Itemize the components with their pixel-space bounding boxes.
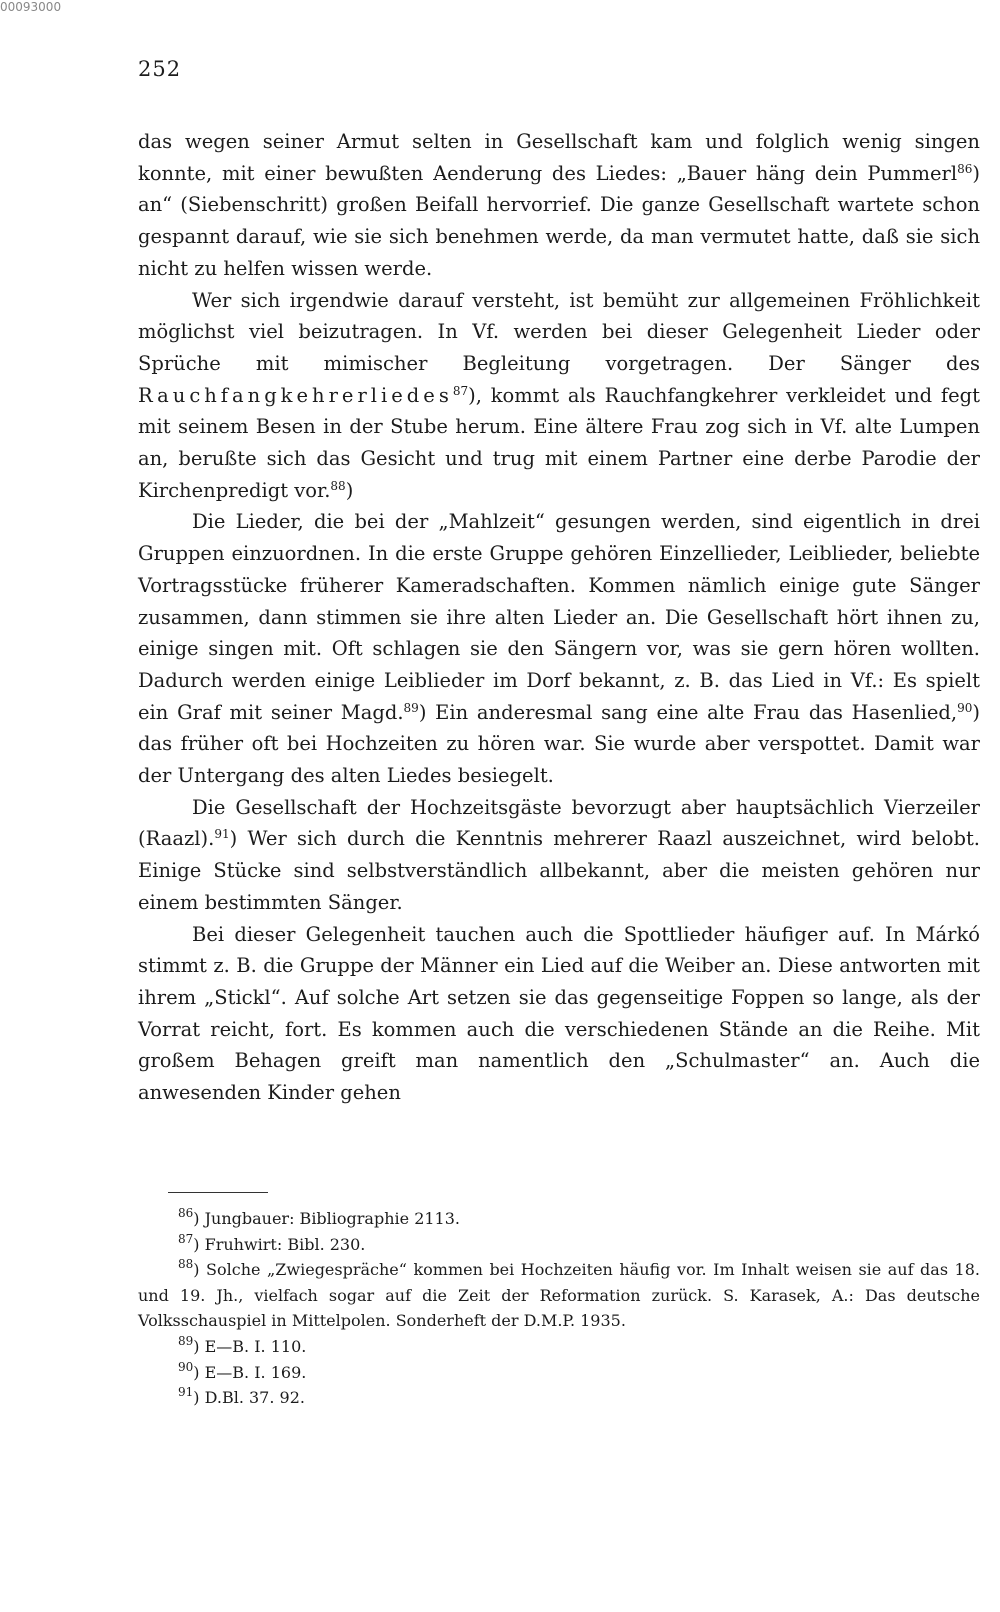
footnote-ref: 87 (452, 383, 469, 398)
footnote-text: ) Fruhwirt: Bibl. 230. (193, 1234, 366, 1254)
text-run: Wer sich irgendwie darauf versteht, ist bemüht zur allgemeinen Fröhlichkeit möglichst viel beizutragen. In Vf. werden bei dieser Gelegenheit Lieder oder Sprüche mit mimischer Begleitung vorgetragen. Der Sänger des (138, 288, 980, 375)
text-run: ) (345, 478, 354, 502)
paragraph (138, 506, 980, 791)
footnote-ref: 88 (330, 478, 346, 493)
footnote (138, 1334, 980, 1360)
footnote (138, 1360, 980, 1386)
footnote-number: 90 (178, 1359, 194, 1374)
body-text (138, 126, 980, 1109)
footnote-number: 87 (178, 1231, 194, 1246)
footnote-text: ) E—B. I. 169. (193, 1362, 307, 1382)
text-run: Bei dieser Gelegenheit tauchen auch die Spottlieder häufiger auf. In Márkó stimmt z. B. die Gruppe der Männer ein Lied auf die Weiber an. Diese antworten mit ihrem „Stickl“. Auf solche Art setzen sie das gegenseitige Foppen so lange, als der Vorrat reicht, fort. Es kommen auch die verschiedenen Stände an die Reihe. Mit großem Behagen greift man namentlich den „Schulmaster“ an. Auch die anwesenden Kinder gehen (138, 922, 980, 1105)
paragraph-continued (138, 126, 980, 285)
footnote-text: ) Jungbauer: Bibliographie 2113. (193, 1209, 460, 1228)
footnote (138, 1257, 980, 1334)
footnote-ref: 89 (403, 700, 419, 715)
paragraph (138, 919, 980, 1109)
emphasized-song-title: Rauchfangkehrerliedes (138, 383, 453, 407)
footnote (138, 1385, 980, 1411)
text-run: ) Wer sich durch die Kenntnis mehrerer Raazl auszeichnet, wird belobt. Einige Stücke sind selbstverständlich allbekannt, aber die meisten gehören nur einem bestimmten Sänger. (138, 827, 980, 914)
footnote-number: 88 (178, 1257, 194, 1272)
text-run: ) an“ (Siebenschritt) großen Beifall hervorrief. Die ganze Gesellschaft wartete schon gespannt darauf, wie sie sich benehmen werde, da man vermutet hatte, daß sie sich nicht zu helfen wissen werde. (138, 161, 980, 280)
footnote-ref: 90 (957, 700, 973, 715)
text-run: ), kommt als Rauchfangkehrer verkleidet und fegt mit seinem Besen in der Stube herum. Eine ältere Frau zog sich in Vf. alte Lumpen an, berußte sich das Gesicht und trug mit einem Partner eine derbe Parodie der Kirchenpredigt vor. (138, 383, 980, 502)
footnote-text: ) D.Bl. 37. 92. (193, 1388, 305, 1408)
footnote-separator (168, 1192, 268, 1193)
footnote-text: ) E—B. I. 110. (193, 1336, 307, 1356)
page-number: 252 (138, 57, 182, 81)
text-run: Die Gesellschaft der Hochzeitsgäste bevorzugt aber hauptsächlich Vierzeiler (Raazl). (138, 795, 980, 851)
footnote-number: 86 (178, 1206, 194, 1220)
text-run: ) Ein anderesmal sang eine alte Frau das Hasenlied, (418, 700, 958, 724)
paragraph (138, 285, 980, 507)
scan-id-mark: 00093000 (0, 0, 62, 14)
text-run: das wegen seiner Armut selten in Gesellschaft kam und folglich wenig singen konnte, mit einer bewußten Aenderung des Liedes: „Bauer häng dein Pummerl (138, 130, 980, 185)
footnotes (138, 1206, 980, 1411)
text-run: ) das früher oft bei Hochzeiten zu hören war. Sie wurde aber verspottet. Damit war der Untergang des alten Liedes besiegelt. (138, 700, 980, 788)
footnote-text: ) Solche „Zwiegespräche“ kommen bei Hochzeiten häufig vor. Im Inhalt weisen sie auf das 18. und 19. Jh., vielfach sogar auf die Zeit der Reformation zurück. S. Karasek, A.: Das deutsche Volksschauspiel in Mittelpolen. Sonderheft der D.M.P. 1935. (138, 1260, 980, 1331)
text-run: Die Lieder, die bei der „Mahlzeit“ gesungen werden, sind eigentlich in drei Gruppen einzuordnen. In die erste Gruppe gehören Einzellieder, Leiblieder, beliebte Vortragsstücke früherer Kameradschaften. Kommen nämlich einige gute Sänger zusammen, dann stimmen sie ihre alten Lieder an. Die Gesellschaft hört ihnen zu, einige singen mit. Oft schlagen sie den Sängern vor, was sie gern hören wollten. Dadurch werden einige Leiblieder im Dorf bekannt, z. B. das Lied in Vf.: Es spielt ein Graf mit seiner Magd. (138, 510, 980, 724)
footnote (138, 1206, 980, 1232)
footnote (138, 1232, 980, 1258)
footnote-number: 91 (178, 1385, 194, 1400)
footnote-ref: 91 (214, 827, 230, 842)
footnote-number: 89 (178, 1333, 194, 1348)
paragraph (138, 792, 980, 919)
footnote-ref: 86 (957, 161, 973, 176)
